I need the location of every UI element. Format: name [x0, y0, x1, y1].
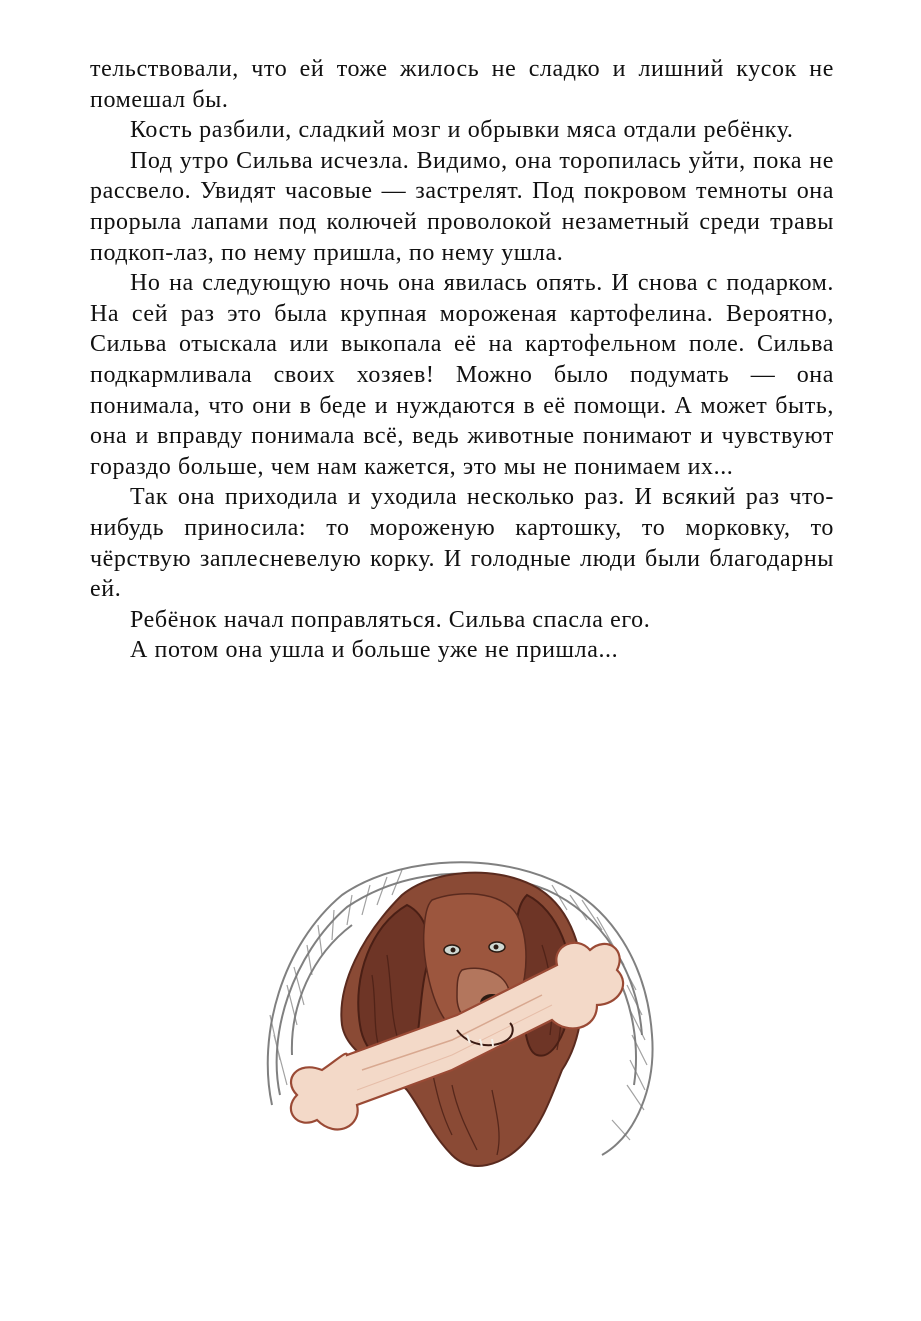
paragraph-4: Но на следующую ночь она явилась опять. И снова с подарком. На сей раз это была крупная мороженая картофелина. Вероятно, Сильва отыскала или выкопала её на картофельном поле. Сильва подкармливала своих хозяев! Можно было подумать — она понимала, что они в беде и нуждаются в её помощи. А может быть, она и вправду понимала всё, ведь животные понимают и чувствуют гораздо больше, чем нам кажется, это мы не понимаем их... [90, 270, 834, 480]
dog-with-bone-illustration [252, 855, 672, 1190]
story-text [90, 54, 834, 666]
paragraph-6: Ребёнок начал поправляться. Сильва спасла его. [130, 606, 651, 633]
paragraph-3: Под утро Сильва исчезла. Видимо, она торопилась уйти, пока не рассвело. Увидят часовые — застрелят. Под покровом темноты она прорыла лапами под колючей проволокой незаметный среди травы подкоп-лаз, по нему пришла, по нему ушла. [90, 147, 834, 266]
paragraph-2: Кость разбили, сладкий мозг и обрывки мяса отдали ребёнку. [130, 117, 794, 144]
paragraph-1: тельствовали, что ей тоже жилось не сладко и лишний кусок не помешал бы. [90, 56, 834, 113]
paragraph-5: Так она приходила и уходила несколько раз. И всякий раз что-нибудь приносила: то мороженую картошку, то морковку, то чёрствую заплесневелую корку. И голодные люди были благодарны ей. [90, 484, 834, 603]
paragraph-7: А потом она ушла и больше уже не пришла... [130, 637, 619, 664]
